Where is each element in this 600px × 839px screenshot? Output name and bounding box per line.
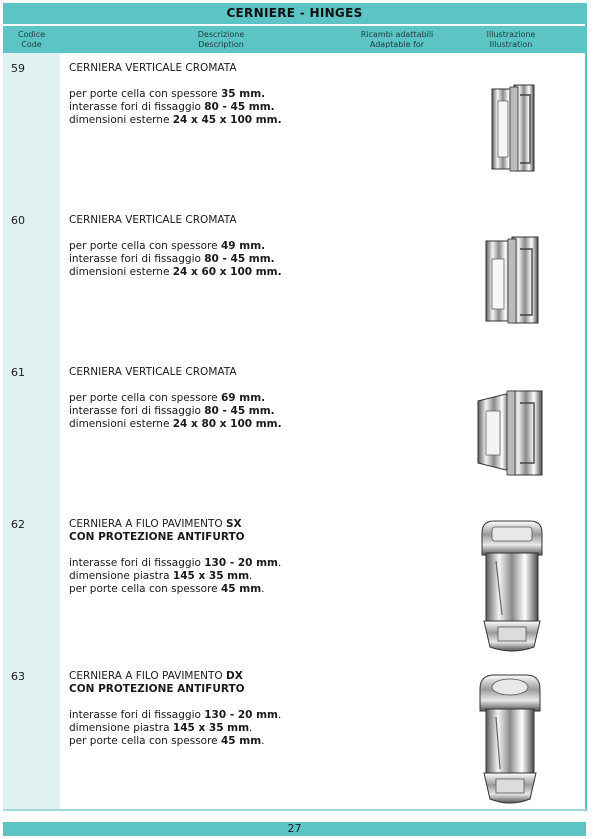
column-header-adaptable: Ricambi adattabili Adaptable for bbox=[360, 30, 434, 49]
hinge-image bbox=[474, 387, 548, 477]
product-code: 62 bbox=[11, 518, 25, 531]
product-code: 60 bbox=[11, 214, 25, 227]
product-description: CERNIERA VERTICALE CROMATA per porte cella con spessore 49 mm. interasse fori di fissaggio 80 - 45 mm. dimensioni esterne 24 x 60 x 100 mm. bbox=[69, 214, 429, 279]
product-name: CERNIERA VERTICALE CROMATA bbox=[69, 214, 237, 226]
product-row bbox=[0, 205, 600, 357]
product-name: CERNIERA A FILO PAVIMENTO SX bbox=[69, 518, 242, 530]
product-row bbox=[0, 53, 600, 205]
product-code: 61 bbox=[11, 366, 25, 379]
hinge-image bbox=[486, 81, 540, 177]
product-row bbox=[0, 661, 600, 813]
product-description: CERNIERA VERTICALE CROMATA per porte cella con spessore 69 mm. interasse fori di fissaggio 80 - 45 mm. dimensioni esterne 24 x 80 x 100 mm. bbox=[69, 366, 429, 431]
product-row bbox=[0, 357, 600, 509]
product-name: CERNIERA VERTICALE CROMATA bbox=[69, 366, 237, 378]
column-header-code: Codice Code bbox=[17, 30, 46, 49]
product-code: 59 bbox=[11, 62, 25, 75]
product-description: CERNIERA A FILO PAVIMENTO DX CON PROTEZIONE ANTIFURTO interasse fori di fissaggio 130 - 20 mm. dimensione piastra 145 x 35 mm. per porte cella con spessore 45 mm. bbox=[69, 670, 429, 748]
product-subtitle: CON PROTEZIONE ANTIFURTO bbox=[69, 531, 245, 543]
floor-hinge-image bbox=[474, 669, 546, 807]
hinge-image bbox=[482, 235, 542, 327]
product-name: CERNIERA VERTICALE CROMATA bbox=[69, 62, 237, 74]
column-header-illustration: Illustrazione Illustration bbox=[486, 30, 536, 49]
table-header bbox=[3, 26, 586, 53]
product-description: CERNIERA A FILO PAVIMENTO SX CON PROTEZIONE ANTIFURTO interasse fori di fissaggio 130 - 20 mm. dimensione piastra 145 x 35 mm. per porte cella con spessore 45 mm. bbox=[69, 518, 429, 596]
page-title: CERNIERE - HINGES bbox=[3, 3, 586, 24]
floor-hinge-image bbox=[474, 515, 550, 655]
column-header-description: Descrizione Description bbox=[197, 30, 245, 49]
product-name: CERNIERA A FILO PAVIMENTO DX bbox=[69, 670, 243, 682]
page-number: 27 bbox=[3, 822, 586, 836]
product-description: CERNIERA VERTICALE CROMATA per porte cella con spessore 35 mm. interasse fori di fissaggio 80 - 45 mm. dimensioni esterne 24 x 45 x 100 mm. bbox=[69, 62, 429, 127]
product-row bbox=[0, 509, 600, 661]
product-subtitle: CON PROTEZIONE ANTIFURTO bbox=[69, 683, 245, 695]
product-code: 63 bbox=[11, 670, 25, 683]
